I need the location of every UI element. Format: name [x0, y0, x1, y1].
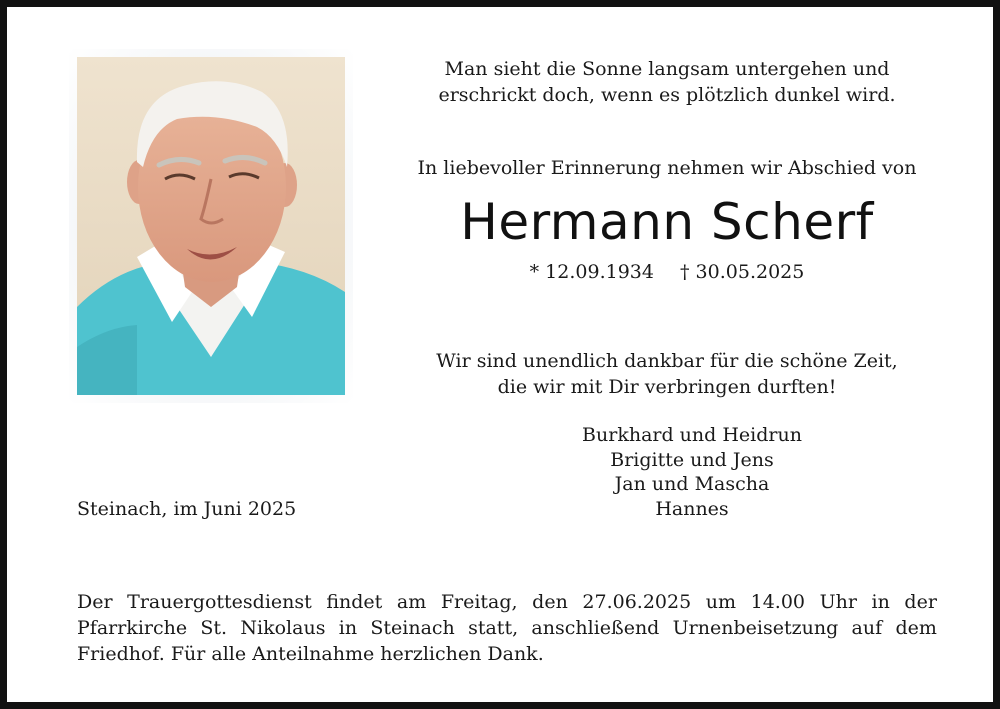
service-word: um [705, 591, 737, 613]
service-word: 14.00 [750, 591, 806, 613]
service-word: Trauergottesdienst [127, 591, 312, 613]
thanks-line-2: die wir mit Dir verbringen durften! [497, 376, 837, 398]
service-word: den [532, 591, 568, 613]
service-line-3: Friedhof. Für alle Anteilnahme herzlichen Dank. [77, 643, 544, 665]
service-word: Freitag, [440, 591, 518, 613]
deceased-name: Hermann Scherf [460, 193, 874, 251]
family-member: Jan und Mascha [614, 473, 770, 495]
portrait-photo [77, 57, 345, 395]
service-notice [77, 589, 937, 667]
family-member: Burkhard und Heidrun [582, 424, 802, 446]
service-word: Nikolaus [240, 617, 326, 639]
family-member: Brigitte und Jens [610, 448, 774, 471]
service-word: Der [77, 591, 113, 613]
life-dates [387, 259, 947, 285]
service-word: statt, [468, 617, 519, 639]
service-word: findet [326, 591, 383, 613]
service-word: St. [200, 617, 228, 639]
place-date: Steinach, im Juni 2025 [77, 498, 297, 520]
verse-line-2: erschrickt doch, wenn es plötzlich dunkel wird. [438, 84, 896, 106]
death-date: † 30.05.2025 [680, 261, 805, 283]
service-word: Steinach [370, 617, 455, 639]
service-word: dem [895, 617, 937, 639]
service-word: in [871, 591, 890, 613]
service-word: in [338, 617, 358, 639]
service-word: Pfarrkirche [77, 617, 188, 639]
service-line-1 [77, 589, 937, 615]
service-word: der [904, 591, 937, 613]
intro-line: In liebevoller Erinnerung nehmen wir Abschied von [417, 157, 917, 179]
birth-date: * 12.09.1934 [529, 261, 654, 283]
service-word: anschließend [531, 617, 660, 639]
service-word: auf [851, 617, 883, 639]
thanks-text [387, 348, 947, 400]
service-word: Uhr [819, 591, 857, 613]
family-member: Hannes [655, 497, 729, 520]
verse [387, 56, 947, 108]
family-list [507, 423, 877, 521]
service-line-2 [77, 615, 937, 641]
verse-line-1: Man sieht die Sonne langsam untergehen und [444, 58, 890, 80]
service-word: 27.06.2025 [582, 591, 692, 613]
intro-text [387, 155, 947, 181]
service-word: Urnenbeisetzung [672, 617, 839, 639]
service-word: am [396, 591, 427, 613]
thanks-line-1: Wir sind unendlich dankbar für die schöne Zeit, [436, 350, 898, 372]
